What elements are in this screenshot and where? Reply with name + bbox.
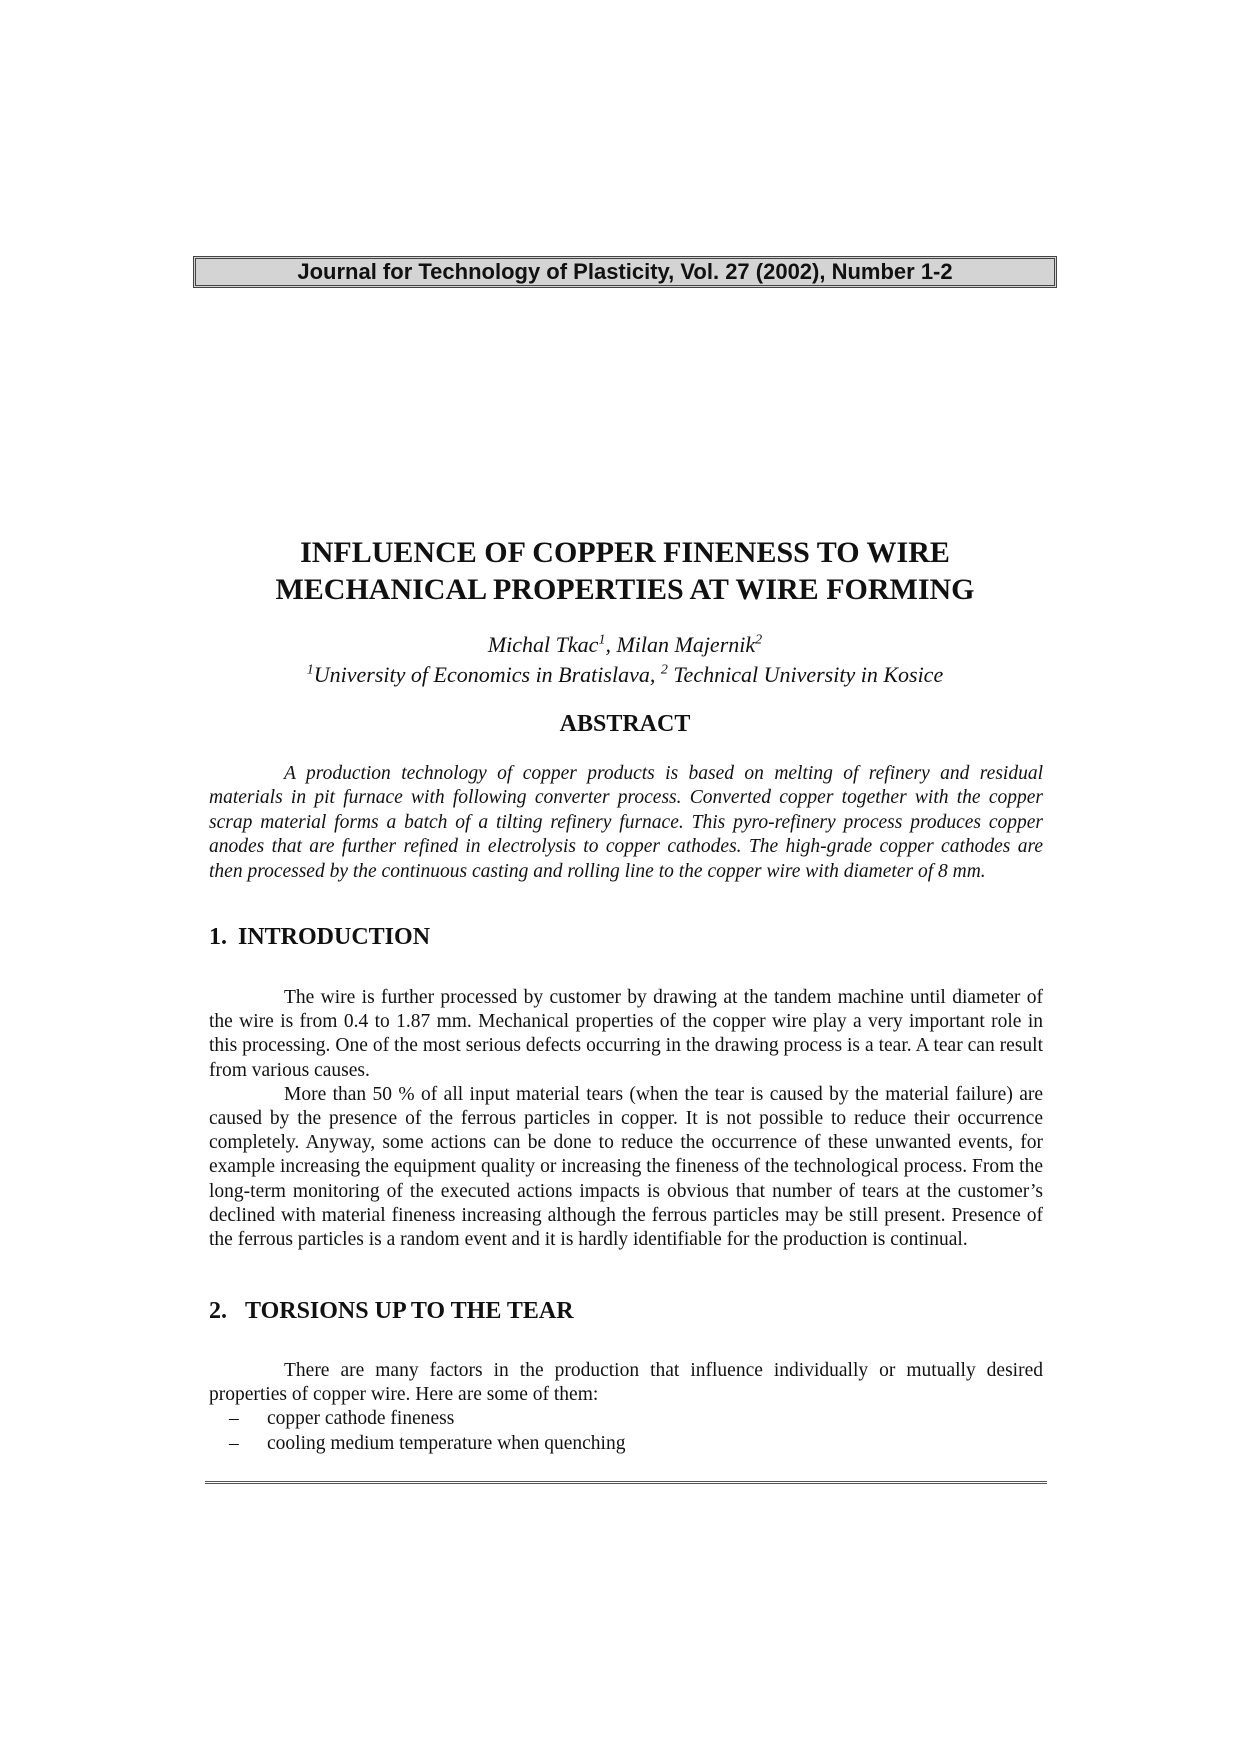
dash-bullet: –	[229, 1432, 239, 1454]
paragraph: The wire is further processed by customer by drawing at the tandem machine until diameter of the wire is from 0.4 to 1.87 mm. Mechanical properties of the copper wire play a very important role in this processing. One of the most serious defects occurring in the drawing process is a tear. A tear can result from various causes.	[209, 987, 1043, 1081]
affiliation-line	[200, 660, 1050, 690]
dash-bullet: –	[229, 1408, 239, 1430]
journal-header	[193, 256, 1057, 288]
section-heading-torsions	[209, 1298, 574, 1325]
affiliation-1: University of Economics in Bratislava,	[313, 662, 661, 687]
paragraph: There are many factors in the production that influence individually or mutually desired properties of copper wire. Here are some of them:	[209, 1360, 1043, 1406]
abstract-text: A production technology of copper products is based on melting of refinery and residual materials in pit furnace with following converter process. Converted copper together with the copper scrap material forms a batch of a tilting refinery furnace. This pyro-refinery process produces copper anodes that are further refined in electrolysis to copper cathodes. The high-grade copper cathodes are then processed by the continuous casting and rolling line to the copper wire with diameter of 8 mm.	[209, 763, 1043, 882]
author-1-affiliation-mark: 1	[598, 632, 606, 648]
journal-header-text: Journal for Technology of Plasticity, Vol. 27 (2002), Number 1-2	[297, 259, 953, 284]
factor-list	[209, 1407, 1043, 1455]
list-item	[209, 1432, 1043, 1456]
author-name-2: Milan Majernik	[616, 632, 756, 657]
footer-rule	[205, 1481, 1047, 1484]
author-separator: ,	[605, 632, 617, 657]
introduction-body	[209, 986, 1043, 1252]
affiliation-2-mark: 2	[660, 662, 668, 678]
author-name-1: Michal Tkac	[487, 632, 599, 657]
torsions-body	[209, 1359, 1043, 1456]
list-item-text: copper cathode fineness	[267, 1408, 455, 1430]
affiliation-2: Technical University in Kosice	[667, 662, 944, 687]
author-2-affiliation-mark: 2	[755, 632, 763, 648]
section-heading-introduction	[209, 924, 430, 951]
affiliation-1-mark: 1	[306, 662, 314, 678]
author-block	[200, 630, 1050, 690]
abstract-heading: ABSTRACT	[559, 711, 691, 737]
title-line-1: INFLUENCE OF COPPER FINENESS TO WIRE	[300, 536, 950, 569]
section-title: INTRODUCTION	[238, 924, 431, 950]
section-number: 1.	[209, 924, 227, 950]
author-line	[200, 630, 1050, 660]
list-item	[209, 1407, 1043, 1431]
title-line-2: MECHANICAL PROPERTIES AT WIRE FORMING	[275, 573, 975, 606]
section-title: TORSIONS UP TO THE TEAR	[245, 1298, 574, 1324]
list-item-text: cooling medium temperature when quenching	[267, 1432, 626, 1454]
paper-title	[200, 534, 1050, 608]
paragraph: More than 50 % of all input material tears (when the tear is caused by the material failure) are caused by the presence of the ferrous particles in copper. It is not possible to reduce their occurrence completely. Anyway, some actions can be done to reduce the occurrence of these unwanted events, for example increasing the equipment quality or increasing the fineness of the technological process. From the long-term monitoring of the executed actions impacts is obvious that number of tears at the customer’s declined with material fineness increasing although the ferrous particles may be still present. Presence of the ferrous particles is a random event and it is hardly identifiable for the production is continual.	[209, 1083, 1043, 1251]
section-number: 2.	[209, 1298, 227, 1324]
